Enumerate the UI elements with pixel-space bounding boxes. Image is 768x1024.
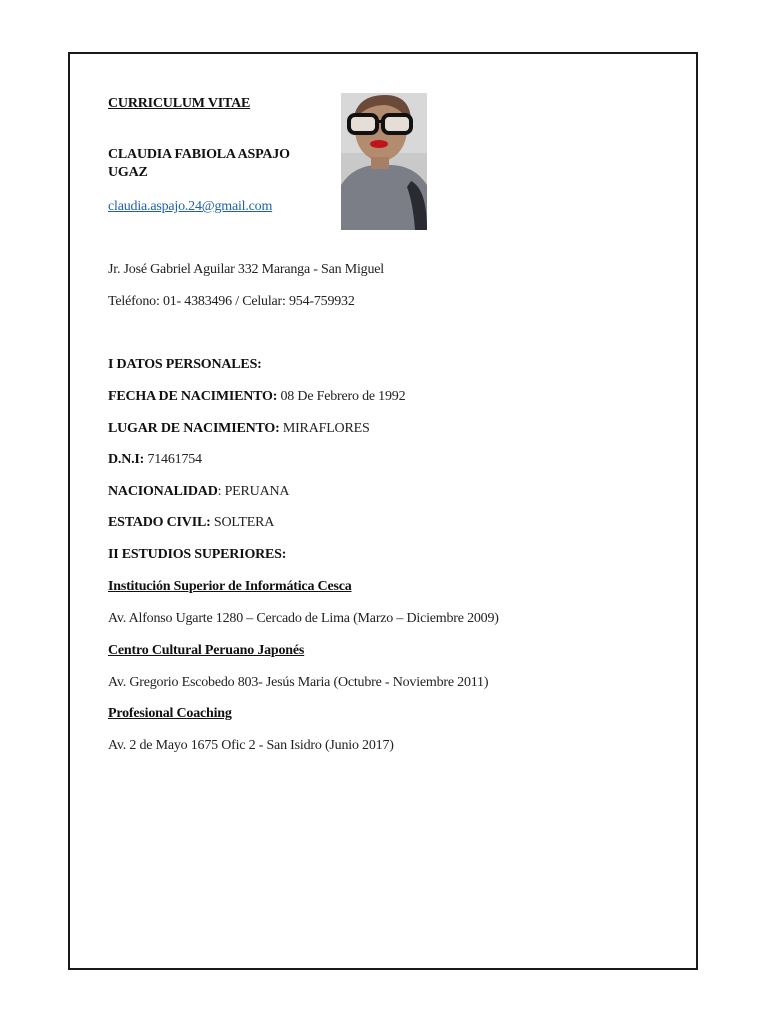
study-institution: Centro Cultural Peruano Japonés xyxy=(108,643,305,658)
study-institution: Profesional Coaching xyxy=(108,706,232,721)
study-detail: Av. Alfonso Ugarte 1280 – Cercado de Lima (Marzo – Diciembre 2009) xyxy=(108,611,499,626)
personal-data-heading: I DATOS PERSONALES: xyxy=(108,357,262,372)
birth-date-label: FECHA DE NACIMIENTO: xyxy=(108,389,278,404)
studies-heading: II ESTUDIOS SUPERIORES: xyxy=(108,547,287,562)
name-line-1: CLAUDIA FABIOLA ASPAJO xyxy=(108,147,290,162)
study-detail: Av. 2 de Mayo 1675 Ofic 2 - San Isidro (Junio 2017) xyxy=(108,738,394,753)
name-line-2: UGAZ xyxy=(108,165,148,180)
nationality-row xyxy=(108,484,289,500)
birth-place-value: MIRAFLORES xyxy=(279,421,370,436)
phone-text: Teléfono: 01- 4383496 / Celular: 954-759932 xyxy=(108,294,355,309)
civil-status-label: ESTADO CIVIL: xyxy=(108,515,211,530)
dni-row xyxy=(108,452,202,468)
nationality-value: : PERUANA xyxy=(217,484,290,499)
portrait-photo xyxy=(341,93,427,230)
civil-status-value: SOLTERA xyxy=(210,515,275,530)
birth-date-value: 08 De Febrero de 1992 xyxy=(277,389,406,404)
study-institution: Institución Superior de Informática Cesca xyxy=(108,579,352,594)
email-link[interactable]: claudia.aspajo.24@gmail.com xyxy=(108,199,273,214)
cv-title: CURRICULUM VITAE xyxy=(108,96,251,111)
birth-place-row xyxy=(108,421,370,437)
address-text: Jr. José Gabriel Aguilar 332 Maranga - San Miguel xyxy=(108,262,384,277)
birth-date-row xyxy=(108,389,405,405)
birth-place-label: LUGAR DE NACIMIENTO: xyxy=(108,421,280,436)
dni-value: 71461754 xyxy=(144,452,202,467)
dni-label: D.N.I: xyxy=(108,452,145,467)
nationality-label: NACIONALIDAD xyxy=(108,484,218,499)
study-detail: Av. Gregorio Escobedo 803- Jesús Maria (Octubre - Noviembre 2011) xyxy=(108,675,489,690)
civil-status-row xyxy=(108,515,274,531)
